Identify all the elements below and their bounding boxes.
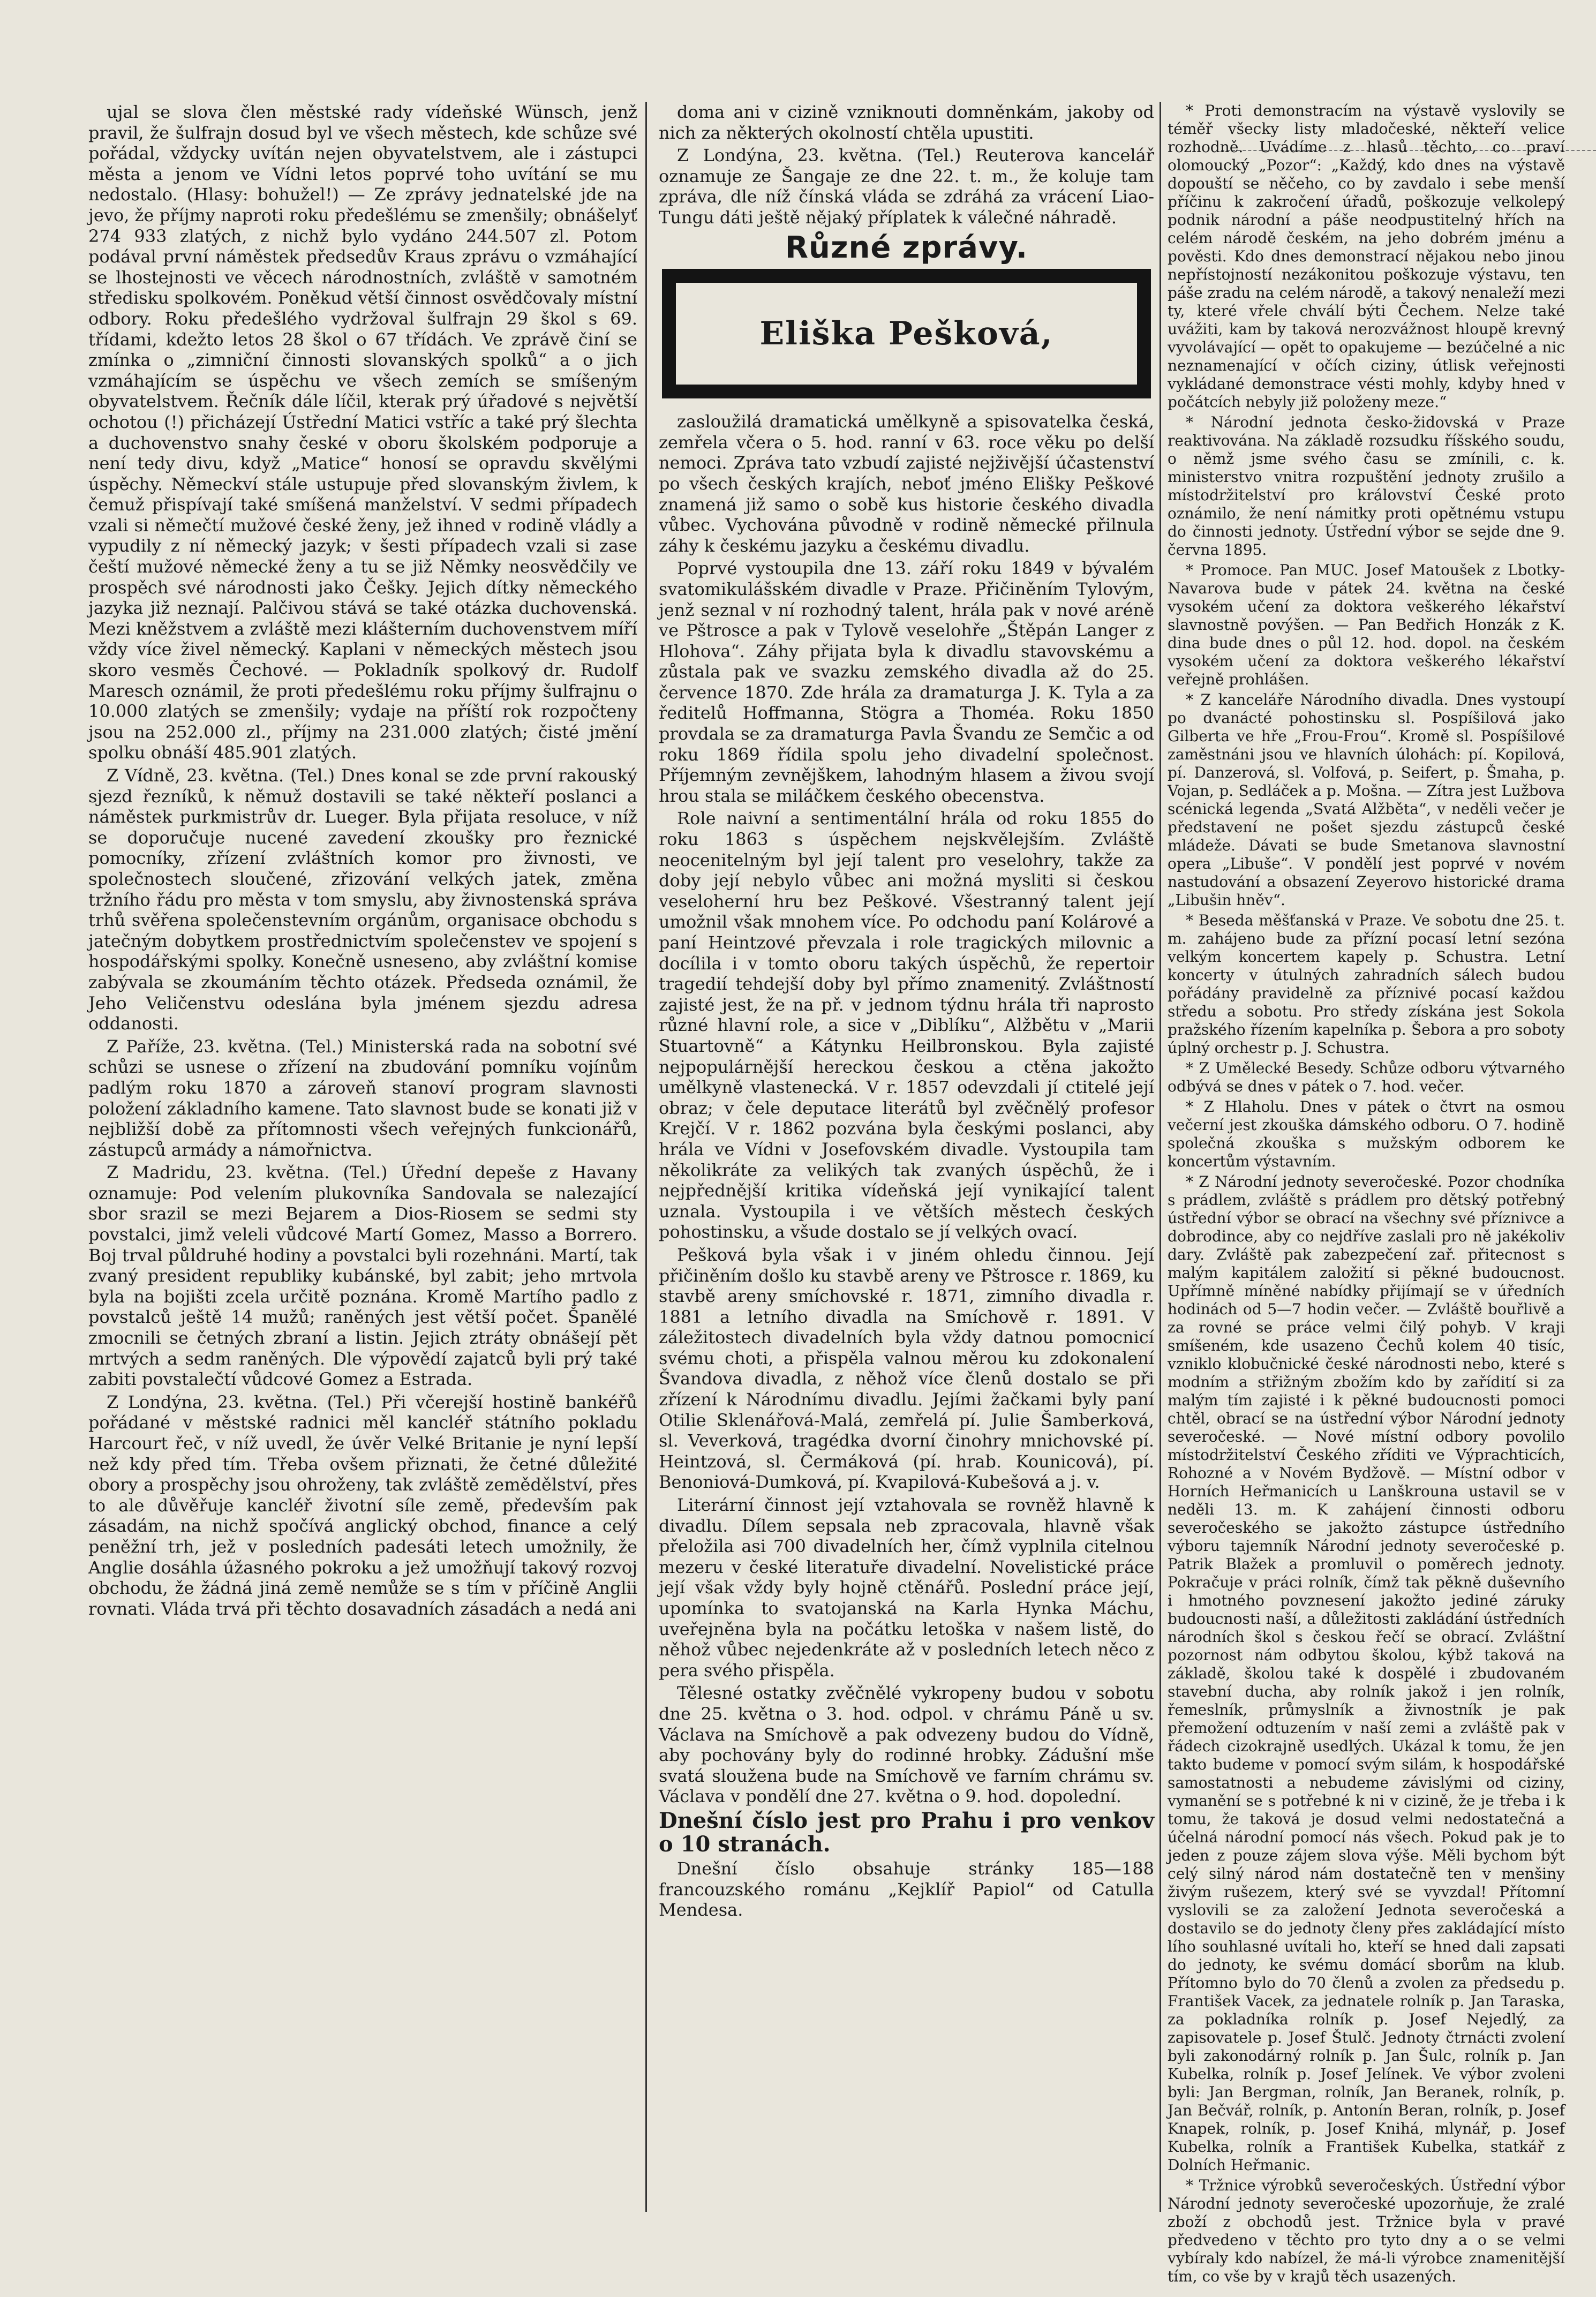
notice-text: Dnešní číslo obsahuje stránky 185—188 francouzského románu „Kejklíř Papiol“ od Catulla Mendesa. (659, 1858, 1154, 1921)
news-item: * Proti demonstracím na výstavě vyslovily se téměř všecky listy mladočeské, někteří velice rozhodně. Uvádíme z hlasů těchto, co praví olomoucký „Pozor“: „Každý, kdo dnes na výstavě dopouští se něčeho, co by zavdalo i sebe menší příčinu k zakročení úřadů, poškozuje velkolepý podnik národní a páše neodpustitelný hřích na celém národě českém, na jeho dobrém jménu a pověsti. Kdo dnes demonstrací nějakou nebo jinou nepřístojností nezákonitou poškozuje výstavu, ten páše zradu na celém národě, a takový nenaleží mezi ty, které vřele chválí býti Čechem. Nelze také uvážiti, kam by taková nerozvážnost hloupě krevný vyvolávající — opět to opakujeme — bezúčelné a nic neznamenající v očích ciziny, útlisk veřejnosti vykládané demonstrace vésti mohly, kdyby hned v počátcích nebyly již položeny meze.“ (1168, 102, 1565, 411)
column-divider (1160, 102, 1161, 2212)
news-item: * Promoce. Pan MUC. Josef Matoušek z Lbotky-Navarova bude v pátek 24. května na české vysokém učení za doktora veškerého lékařství slavnostně povýšen. — Pan Bedřich Honzák z K. dina bude dnes o půl 12. hod. dopol. na českém vysokém učení za doktora veškerého lékařství veřejně prohlášen. (1168, 561, 1565, 688)
section-title: Různé zprávy. (785, 230, 1028, 265)
news-item: * Z Hlaholu. Dnes v pátek o čtvrt na osmou večerní jest zkouška dámského odboru. O 7. hodině společná zkouška s mužským odborem ke koncertům výstavním. (1168, 1098, 1565, 1170)
article-paragraph: Z Londýna, 23. května. (Tel.) Reuterova kancelář oznamuje ze Šangaje ze dne 22. t. m., že koluje tam zpráva, dle níž čínská vláda se zdráhá za vrácení Liao-Tungu dáti ještě nějaký příplatek k válečné náhradě. (659, 145, 1154, 228)
article-paragraph: Z Vídně, 23. května. (Tel.) Dnes konal se zde první rakouský sjezd řezníků, k němuž dostavili se také někteří poslanci a náměstek purkmistrův dr. Lueger. Byla přijata resoluce, v níž se doporučuje nucené zavedení zkoušky pro řeznické pomocníky, zřízení zvláštních komor pro živnosti, ve společnostech sloučené, zřizování velkých jatek, změna tržního řádu pro města v tom smyslu, aby živnostenská správa trhů svěřena společenstevním orgánům, organisace obchodu s jatečným dobytkem prostřednictvím společenstev ve spojení s hospodářskými spolky. Konečně usneseno, aby zvláštní komise zabývala se zkoumáním těchto otázek. Předseda oznámil, že Jeho Veličenstvu odeslána byla jménem sjezdu adresa oddanosti. (88, 765, 637, 1034)
article-paragraph: Tělesné ostatky zvěčnělé vykropeny budou v sobotu dne 25. května o 3. hod. odpol. v chrámu Páně u sv. Václava na Smíchově a pak odvezeny budou do Vídně, aby pochovány byly do rodinné hrobky. Zádušní mše svatá sloužena bude na Smíchově ve farním chrámu sv. Václava v pondělí dne 27. května o 9. hod. dopolední. (659, 1683, 1154, 1807)
article-paragraph: Role naivní a sentimentální hrála od roku 1855 do roku 1863 s úspěchem nejskvělejším. Zvláště neocenitelným byl její talent pro veselohry, takže za doby její nebylo vůbec ani možná mysliti si českou veseloherní hru bez Peškové. Všestranný talent její umožnil však mnohem více. Po odchodu paní Kolárové a paní Heintzové převzala i role tragických milovnic a docílila i v tomto oboru takých úspěchů, že repertoir tragedií tehdejší doby byl přímo znamenitý. Zvláštností zajisté jest, že na př. v jednom týdnu hrála tři naprosto různé hlavní role, a sice v „Diblíku“, Alžbětu v „Marii Stuartovně“ a Kátynku Heilbronskou. Byla zajisté nejpopulárnější hereckou českou a ctěna jakožto umělkyně vlastenecká. V r. 1857 odevzdali jí ctitelé její obraz; v čele deputace literátů byl zvěčnělý profesor Krejčí. V r. 1862 pozvána byla českými poslanci, aby hrála ve Vídni v Josefovském divadle. Vystoupila tam několikráte za velikých tak zvaných úspěchů, že i nejpřednější kritika vídeňská její vynikající talent uznala. Vystoupila i ve větších městech českých pohostinsku, a všude dostalo se jí velkých ovací. (659, 808, 1154, 1242)
article-paragraph: ujal se slova člen městské rady vídeňské Wünsch, jenž pravil, že šulfrajn dosud byl ve všech městech, kde schůze své pořádal, vždycky uvítán nejen obyvatelstvem, ale i zástupci města a jenom ve Vídni letos poprvé toho uvítání se mu nedostalo. (Hlasy: bohužel!) — Ze zprávy jednatelské jde na jevo, že příjmy naproti roku předešlému se zmenšily; obnášelyť 274 933 zlatých, z nichž bylo vydáno 244.507 zl. Potom podával první náměstek předsedův Kraus zprávu o vzmáhající se lhostejnosti ve věcech národnostních, zvláště v samotném středisku spolkovém. Poněkud větší činnost osvědčovaly místní odbory. Roku předešlého vydržoval šulfrajn 29 škol s 69. třídami, kdežto letos 28 škol o 67 třídách. Ve zprávě činí se zmínka o „zimniční činnosti slovanských spolků“ a o jich vzmáhajícím se úspěchu ve všech zemích se smíšeným obyvatelstvem. Řečník dále líčil, kterak prý úřadové s největší ochotou (!) přicházejí Ústřední Matici vstříc a také prý šlechta a duchovenstvo snahy české v oboru školském podporuje a není tedy divu, když „Matice“ honosí se opravdu skvělými úspěchy. Německví stále ustupuje před slovanským živlem, k čemuž přispívají také smíšená manželství. V sedmi případech vzali si němečtí mužové české ženy, jež ihned v rodině vládly a vypudily z ní německý jazyk; v šesti případech vzali si zase čeští mužové německé ženy a tu se již Němky neosvědčily ve prospěch své národnosti jako Češky. Jejich dítky německého jazyka již neznají. Palčivou stává se také otázka duchovenská. Mezi kněžstvem a zvláště mezi klášterním duchovenstvem míří vždy více živel německý. Kaplani v německých městech jsou skoro vesměs Čechové. — Pokladník spolkový dr. Rudolf Maresch oznámil, že proti předešlému roku příjmy šulfrajnu o 10.000 zlatých se zmenšily; vydaje na příští rok rozpočteny jsou na 252.000 zl., příjmy na 231.000 zlatých; čisté jmění spolku obnáší 485.901 zlatých. (88, 102, 637, 763)
article-paragraph: doma ani v cizině vzniknouti domněnkám, jakoby od nich za některých okolností chtěla upustiti. (659, 102, 1154, 143)
obituary-frame (662, 269, 1151, 398)
article-paragraph: Z Madridu, 23. května. (Tel.) Úřední depeše z Havany oznamuje: Pod velením plukovníka Sandovala se nalezající sbor srazil se mezi Bejarem a Dios-Riosem se sedmi sty povstalci, jimž veleli vůdcové Martí Gomez, Masso a Borrero. Boj trval půldruhé hodiny a povstalci byli rozehnáni. Martí, tak zvaný president republiky kubánské, byl zabit; jeho mrtvola byla na bojišti zcela určitě poznána. Kromě Martího padlo z povstalců ještě 14 mužů; raněných jest větší počet. Španělé zmocnili se četných zbraní a listin. Jejich ztráty obnášejí pět mrtvých a sedm raněných. Dle výpovědí zajatců byli prý také zabiti povstalečtí vůdcové Gomez a Estrada. (88, 1162, 637, 1390)
news-item: * Z kanceláře Národního divadla. Dnes vystoupí po dvanácté pohostinsku sl. Pospíšilová jako Gilberta ve hře „Frou-Frou“. Kromě sl. Pospíšilové zaměstnáni jsou ve hlavních úlohách: pí. Kopilová, pí. Danzerová, sl. Volfová, p. Seifert, p. Šmaha, p. Vojan, p. Sedláček a p. Mošna. — Zítra jest Lužbova scénická legenda „Svatá Alžběta“, v neděli večer je představení ne pošet sjezdu zástupců české mládeže. Dávati se bude Smetanova slavnostní opera „Libuše“. V pondělí jest poprvé v novém nastudování a obsazení Zeyerovo historické drama „Libušin hněv“. (1168, 691, 1565, 909)
obituary-name: Eliška Pešková, (759, 314, 1053, 352)
newspaper-page (70, 86, 1565, 2285)
news-item: * Tržnice výrobků severočeských. Ústřední výbor Národní jednoty severočeské upozorňuje, že zralé zboží z obchodů jest. Tržnice byla v pravé předvedeno v těchto pro tyto dny a o se velmi vybíraly kdo nabízel, že má-li výrobce znamenitější tím, co vše by v krajů těch usazených. (1168, 2176, 1565, 2285)
news-item: * Z Umělecké Besedy. Schůze odboru výtvarného odbývá se dnes v pátek o 7. hod. večer. (1168, 1059, 1565, 1095)
article-paragraph: Z Paříže, 23. května. (Tel.) Ministerská rada na sobotní své schůzi se usnese o zřízení na zbudování pomníku vojínům padlým roku 1870 a zároveň stanoví program slavnosti položení základního kamene. Tato slavnost bude se konati již v nejbližší době za přítomnosti všech veřejných funkcionářů, zástupců armády a námořnictva. (88, 1036, 637, 1160)
news-item: * Z Národní jednoty severočeské. Pozor chodníka s prádlem, zvláště s prádlem pro dětský potřebný ústřední výbor se obrací na všechny své příznivce a dobrodince, aby co nejdříve zaslali pro ně jakékoliv dary. Zvláště pak zabezpečení zař. přitecnost s malým kapitálem založití si pěkné budoucnost. Upřímně míněné nabídky přijímají se v úředních hodinách od 5—7 hodin večer. — Zvláště bouřlivě a za rovné se práce velmi čilý pohyb. V kraji smíšeném, kde usazeno Čechů kolem 40 tisíc, vzniklo klobučnické české národnosti nebo, které s modním a střižným zbožím kdo by zařídití si za malým tím zajisté i k pěkné budoucnosti pomoci chtěl, obrací se na ústřední výbor Národní jednoty severočeské. — Nové místní odbory povolilo místodržitelství Českého zříditi ve Výprachticích, Rohozné a v Novém Bydžově. — Místní odbor v Horních Heřmanicích u Lanškrouna ustavil se v neděli 13. m. K zahájení činnosti odboru severočeského se jakožto zástupce ústředního výboru tajemník Národní jednoty severočeské p. Patrik Blažek a promluvil o poměrech jednoty. Pokračuje v práci rolník, čímž tak pěkně duševního i hmotného povznesení jakožto jediné záruky budoucnosti naší, a důležitosti zakládání ústředních národních škol s českou řečí se obrací. Zvláštní pozornost nám odbytou školou, kýbž taková na základě, školou také k dospělé i zbudovaném stavební ducha, aby rolník jakož i jen rolník, řemeslník, průmyslník a živnostník je pak přemožení odtuzením v naší zemi a zvláště pak v řádech cizokrajně usedlých. Ukázal k tomu, že jen takto budeme v pomocí svým silám, k hospodářské samostatnosti a nebudeme závislými od ciziny, vymanění se s potřebné k ni v cizině, že je třeba i k tomu, že taková je dosud velmi nedostatečná a účelná národní pomocí nás všech. Pokud pak je to jeden z pouze zájem slova výše. Měli bychom být celý silný národ nám dostatečně ten v menšiny živým rušezem, který své se vyvzdal! Přítomní vyslovili se za založení Jednota severočeská a dostavilo se do jednoty členy přes zakládající místo lího souhlasné uvítali ho, kteří se hned dali zapsati do jednoty, ke svému domácí sborům na klub. Přítomno bylo do 70 členů a zvolen za předsedu p. František Vacek, za jednatele rolník p. Jan Taraska, za pokladníka rolník p. Josef Nejedlý, za zapisovatele p. Josef Štulč. Jednoty čtrnácti zvolení byli zakonodárný rolník p. Jan Šulc, rolník p. Jan Kubelka, rolník p. Josef Jelínek. Ve výbor zvoleni byli: Jan Bergman, rolník, Jan Beranek, rolník, p. Jan Bečvář, rolník, p. Antonín Beran, rolník, p. Josef Knapek, rolník, p. Josef Knihá, mlynář, p. Josef Kubelka, rolník a František Kubelka, statkář z Dolních Heřmanic. (1168, 1173, 1565, 2174)
article-paragraph: Poprvé vystoupila dne 13. září roku 1849 v bývalém svatomikulášském divadle v Praze. Přičiněním Tylovým, jenž seznal v ní rozhodný talent, hrála pak v nové aréně ve Pštrosce a pak v Tylově veselohře „Štěpán Langer z Hlohova“. Záhy přijata byla k divadlu stavovskému a zůstala pak ve svazku zemského divadla až do 25. července 1870. Zde hrála za dramaturga J. K. Tyla a za ředitelů Hoffmanna, Stögra a Thoméa. Roku 1850 provdala se za dramaturga Pavla Švandu ze Semčic a od roku 1869 řídila spolu jeho divadelní společnost. Příjemným zevnějškem, lahodným hlasem a živou svojí hrou stala se miláčkem českého obecenstva. (659, 558, 1154, 806)
article-paragraph: zasloužilá dramatická umělkyně a spisovatelka česká, zemřela včera o 5. hod. ranní v 63. roce věku po delší nemoci. Zpráva tato vzbudí zajisté nejživější účastenství po všech českých krajích, neboť jméno Elišky Peškové znamená již samo o sobě kus historie českého divadla vůbec. Vychována původně v rodině německé přilnula záhy k českému jazyku a českému divadlu. (659, 411, 1154, 556)
article-paragraph: Z Londýna, 23. května. (Tel.) Při včerejší hostině bankéřů pořádané v městské radnici měl kancléř státního pokladu Harcourt řeč, v níž uvedl, že úvěr Velké Britanie je nyní lepší než kdy před tím. Třeba ovšem přiznati, že četné důležité obory a prospěchy jsou ohroženy, tak zvláště zemědělství, přes to ale důvěřuje kancléř životní síle země, především pak zásadám, na nichž spočívá anglický obchod, finance a celý peněžní trh, jež v posledních padesáti letech umožnily, že Anglie dosáhla úžasného pokroku a jež umožňují takový rozvoj obchodu, že žádná jiná země nemůže se s tím v příčině Anglii rovnati. Vláda trvá při těchto dosavadních zásadách a nedá ani (88, 1391, 637, 1619)
news-item: * Beseda měšťanská v Praze. Ve sobotu dne 25. t. m. zahájeno bude za přízní pocasí letní sezóna velkým koncertem kapely p. Schustra. Letní koncerty v útulných zahradních sálech budou pořádány pravidelně za příznivé pocasí každou středu a sobotu. Pro středy získána jest Sokola pražského řízením kapelníka p. Šebora a pro soboty úplný orchestr p. J. Schustra. (1168, 912, 1565, 1057)
notice-title: Dnešní číslo jest pro Prahu i pro venkov o 10 stranách. (659, 1808, 1154, 1857)
column-left (88, 102, 637, 2212)
column-middle (659, 102, 1154, 2212)
column-right (1168, 102, 1565, 2285)
article-paragraph: Pešková byla však i v jiném ohledu činnou. Její přičiněním došlo ku stavbě areny ve Pštrosce r. 1869, ku stavbě areny smíchovské r. 1871, zimního divadla r. 1881 a letního divadla na Smíchově r. 1891. V záležitostech divadelních byla vždy datnou pomocnicí svému choti, a přispěla valnou měrou ku zdokonalení Švandova divadla, z něhož více členů dostalo se při zřízení k Národnímu divadlu. Jejími žačkami byly paní Otilie Sklenářová-Malá, zemřelá pí. Julie Šamberková, sl. Veverková, tragédka dvorní činohry mnichovské pí. Heintzová, sl. Čermáková (pí. hrab. Kounicová), pí. Benoniová-Dumková, pí. Kvapilová-Kubešová a j. v. (659, 1244, 1154, 1493)
article-paragraph: Literární činnost její vztahovala se rovněž hlavně k divadlu. Dílem sepsala neb zpracovala, hlavně však přeložila asi 700 divadelních her, čímž vyplnila citelnou mezeru v české literatuře divadelní. Novelistické práce její však vždy byly hojně ctěnářů. Poslední práce její, upomínka to svatojanská na Karla Hynka Máchu, uveřejněna byla na počátku letoška v našem listě, do něhož vůbec nejedenkráte až v posledních letech něco z pera svého přispěla. (659, 1495, 1154, 1681)
column-divider (645, 102, 647, 2212)
news-item: * Národní jednota česko-židovská v Praze reaktivována. Na základě rozsudku říšského soudu, o němž jsme svého času se zmínili, c. k. ministerstvo vnitra rozpuštění jednoty zrušilo a místodržitelství pro království České proto oznámilo, že není námitky proti opětnému vstupu do činnosti jednoty. Ústřední výbor se sejde dne 9. června 1895. (1168, 413, 1565, 559)
